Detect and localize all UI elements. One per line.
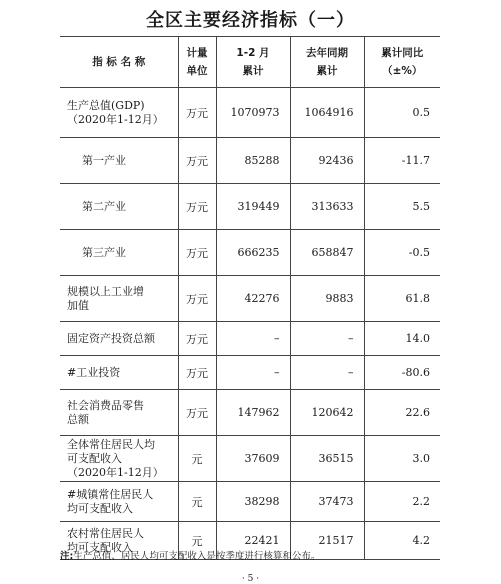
row-unit: 元: [178, 436, 216, 482]
row-prior-value: 120642: [290, 390, 364, 436]
row-unit: 万元: [178, 390, 216, 436]
header-unit: 计量 单位: [178, 37, 216, 88]
row-prior-value: 21517: [290, 522, 364, 560]
table-row: [60, 276, 440, 322]
table-row: [60, 138, 440, 184]
footnote: [60, 548, 320, 562]
header-indicator-name: 指 标 名 称: [60, 37, 178, 88]
row-unit: 万元: [178, 88, 216, 138]
row-indicator-name: #城镇常住居民人 均可支配收入: [60, 482, 178, 522]
row-indicator-name: 固定资产投资总额: [60, 322, 178, 356]
page-number: · 5 ·: [241, 574, 260, 584]
row-current-value: 666235: [216, 230, 290, 276]
row-unit: 元: [178, 522, 216, 560]
row-unit: 元: [178, 482, 216, 522]
row-prior-value: 92436: [290, 138, 364, 184]
header-prior-cumulative: 去年同期 累计: [290, 37, 364, 88]
row-indicator-name: 农村常住居民人 均可支配收入: [60, 522, 178, 560]
header-yoy-growth: 累计同比 （±%）: [364, 37, 440, 88]
row-growth-value: 3.0: [364, 436, 440, 482]
footnote-text: 生产总值、居民人均可支配收入是按季度进行核算和公布。: [73, 551, 321, 562]
row-prior-value: 658847: [290, 230, 364, 276]
row-prior-value: 313633: [290, 184, 364, 230]
table-row: [60, 436, 440, 482]
table-header-row: [60, 37, 440, 88]
row-prior-value: 1064916: [290, 88, 364, 138]
table-row: [60, 88, 440, 138]
row-growth-value: 2.2: [364, 482, 440, 522]
row-unit: 万元: [178, 322, 216, 356]
table-row: [60, 356, 440, 390]
row-growth-value: 5.5: [364, 184, 440, 230]
row-growth-value: 22.6: [364, 390, 440, 436]
row-unit: 万元: [178, 184, 216, 230]
page-title: 全区主要经济指标（一）: [146, 10, 355, 31]
row-unit: 万元: [178, 276, 216, 322]
table-row: [60, 184, 440, 230]
row-growth-value: -11.7: [364, 138, 440, 184]
table-row: [60, 482, 440, 522]
table-row: [60, 230, 440, 276]
economic-indicators-table: [60, 36, 440, 560]
row-indicator-name: 规模以上工业增 加值: [60, 276, 178, 322]
row-unit: 万元: [178, 356, 216, 390]
row-current-value: 319449: [216, 184, 290, 230]
row-current-value: 147962: [216, 390, 290, 436]
row-current-value: 42276: [216, 276, 290, 322]
row-current-value: –: [216, 322, 290, 356]
row-current-value: 38298: [216, 482, 290, 522]
row-prior-value: 36515: [290, 436, 364, 482]
table-row: [60, 390, 440, 436]
row-unit: 万元: [178, 230, 216, 276]
footnote-label: 注:: [60, 551, 74, 562]
row-indicator-name: 第三产业: [60, 230, 178, 276]
row-current-value: –: [216, 356, 290, 390]
row-growth-value: 4.2: [364, 522, 440, 560]
row-growth-value: 14.0: [364, 322, 440, 356]
row-current-value: 85288: [216, 138, 290, 184]
row-indicator-name: #工业投资: [60, 356, 178, 390]
row-prior-value: 9883: [290, 276, 364, 322]
row-indicator-name: 生产总值(GDP) （2020年1-12月）: [60, 88, 178, 138]
row-prior-value: –: [290, 322, 364, 356]
row-current-value: 1070973: [216, 88, 290, 138]
row-growth-value: 61.8: [364, 276, 440, 322]
row-prior-value: 37473: [290, 482, 364, 522]
row-growth-value: 0.5: [364, 88, 440, 138]
row-unit: 万元: [178, 138, 216, 184]
row-growth-value: -80.6: [364, 356, 440, 390]
header-current-cumulative: 1-2 月 累计: [216, 37, 290, 88]
row-indicator-name: 社会消费品零售 总额: [60, 390, 178, 436]
row-growth-value: -0.5: [364, 230, 440, 276]
row-indicator-name: 第一产业: [60, 138, 178, 184]
row-indicator-name: 第二产业: [60, 184, 178, 230]
row-prior-value: –: [290, 356, 364, 390]
table-row: [60, 322, 440, 356]
row-indicator-name: 全体常住居民人均 可支配收入 （2020年1-12月）: [60, 436, 178, 482]
row-current-value: 22421: [216, 522, 290, 560]
row-current-value: 37609: [216, 436, 290, 482]
